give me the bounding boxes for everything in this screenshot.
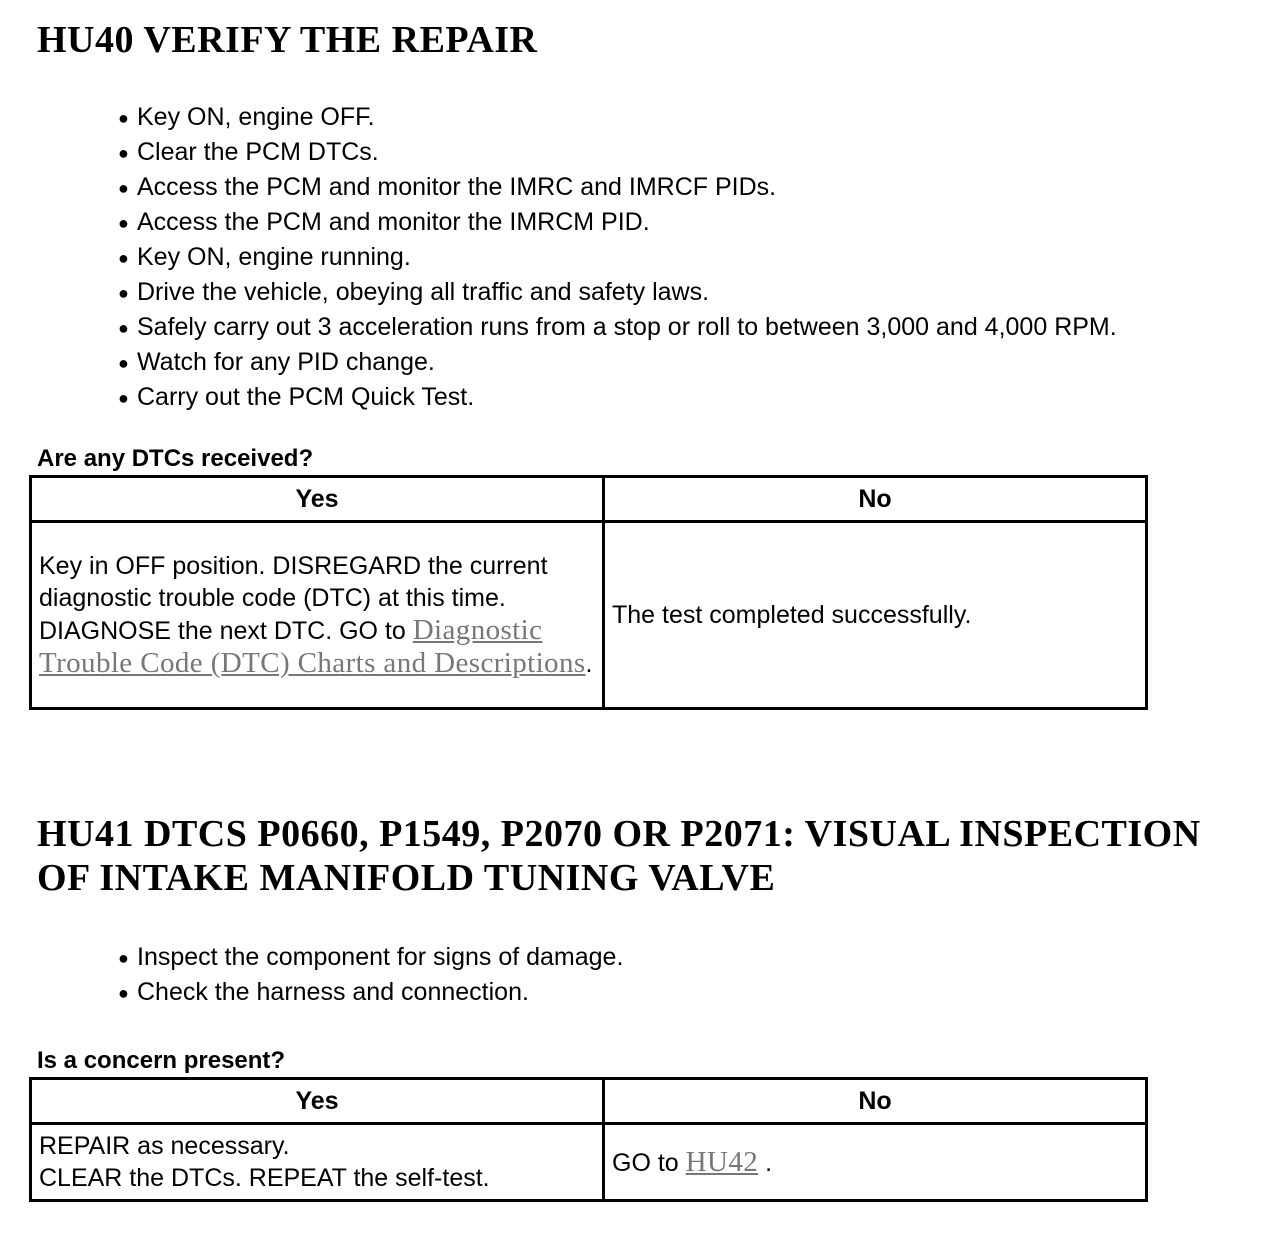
no-cell bbox=[604, 522, 1147, 709]
hu40-question: Are any DTCs received? bbox=[37, 445, 314, 472]
no-header: No bbox=[604, 1079, 1147, 1124]
yes-header: Yes bbox=[31, 477, 604, 522]
no-cell: GO to HU42 . bbox=[604, 1124, 1147, 1201]
dtc-charts-link[interactable]: Diagnostic Trouble Code (DTC) Charts and Descriptions bbox=[39, 614, 586, 679]
bullet-icon: ● bbox=[118, 143, 129, 163]
list-item: ● Drive the vehicle, obeying all traffic and safety laws. bbox=[118, 275, 1117, 310]
list-item: ● Access the PCM and monitor the IMRCM PID. bbox=[118, 205, 1117, 240]
hu41-title: HU41 DTCS P0660, P1549, P2070 OR P2071: VISUAL INSPECTION OF INTAKE MANIFOLD TUNING VALVE bbox=[37, 813, 1201, 899]
list-item: ● Inspect the component for signs of damage. bbox=[118, 940, 623, 975]
hu40-step-list bbox=[118, 100, 1117, 415]
bullet-icon: ● bbox=[118, 178, 129, 198]
yes-line-1: REPAIR as necessary. bbox=[39, 1132, 290, 1160]
no-header: No bbox=[604, 477, 1147, 522]
bullet-icon: ● bbox=[118, 948, 129, 968]
list-item: ● Safely carry out 3 acceleration runs from a stop or roll to between 3,000 and 4,000 RPM. bbox=[118, 310, 1117, 345]
hu40-decision-table bbox=[29, 475, 1148, 710]
hu42-link[interactable]: HU42 bbox=[685, 1145, 759, 1178]
yes-cell: Key in OFF position. DISREGARD the current diagnostic trouble code (DTC) at this time. DIAGNOSE the next DTC. GO to Diagnostic Trouble Code (DTC) Charts and Descriptions. bbox=[31, 522, 604, 709]
bullet-icon: ● bbox=[118, 213, 129, 233]
hu40-title: HU40 VERIFY THE REPAIR bbox=[37, 19, 538, 61]
bullet-icon: ● bbox=[118, 248, 129, 268]
bullet-icon: ● bbox=[118, 318, 129, 338]
list-item: ● Key ON, engine OFF. bbox=[118, 100, 1117, 135]
yes-cell bbox=[31, 1124, 604, 1201]
list-item: ● Access the PCM and monitor the IMRC and IMRCF PIDs. bbox=[118, 170, 1117, 205]
yes-header: Yes bbox=[31, 1079, 604, 1124]
list-item: ● Carry out the PCM Quick Test. bbox=[118, 380, 1117, 415]
list-item: ● Watch for any PID change. bbox=[118, 345, 1117, 380]
list-item: ● Clear the PCM DTCs. bbox=[118, 135, 1117, 170]
bullet-icon: ● bbox=[118, 108, 129, 128]
hu41-decision-table bbox=[29, 1077, 1148, 1202]
no-result: The test completed successfully. bbox=[612, 601, 972, 629]
bullet-icon: ● bbox=[118, 388, 129, 408]
hu41-question: Is a concern present? bbox=[37, 1047, 286, 1074]
yes-line-2: CLEAR the DTCs. REPEAT the self-test. bbox=[39, 1164, 490, 1192]
list-item: ● Key ON, engine running. bbox=[118, 240, 1117, 275]
bullet-icon: ● bbox=[118, 983, 129, 1003]
bullet-icon: ● bbox=[118, 283, 129, 303]
bullet-icon: ● bbox=[118, 353, 129, 373]
list-item: ● Check the harness and connection. bbox=[118, 975, 623, 1010]
yes-instruction: Key in OFF position. DISREGARD the current diagnostic trouble code (DTC) at this time. DIAGNOSE the next DTC. GO to bbox=[39, 552, 548, 645]
hu41-step-list bbox=[118, 940, 623, 1010]
